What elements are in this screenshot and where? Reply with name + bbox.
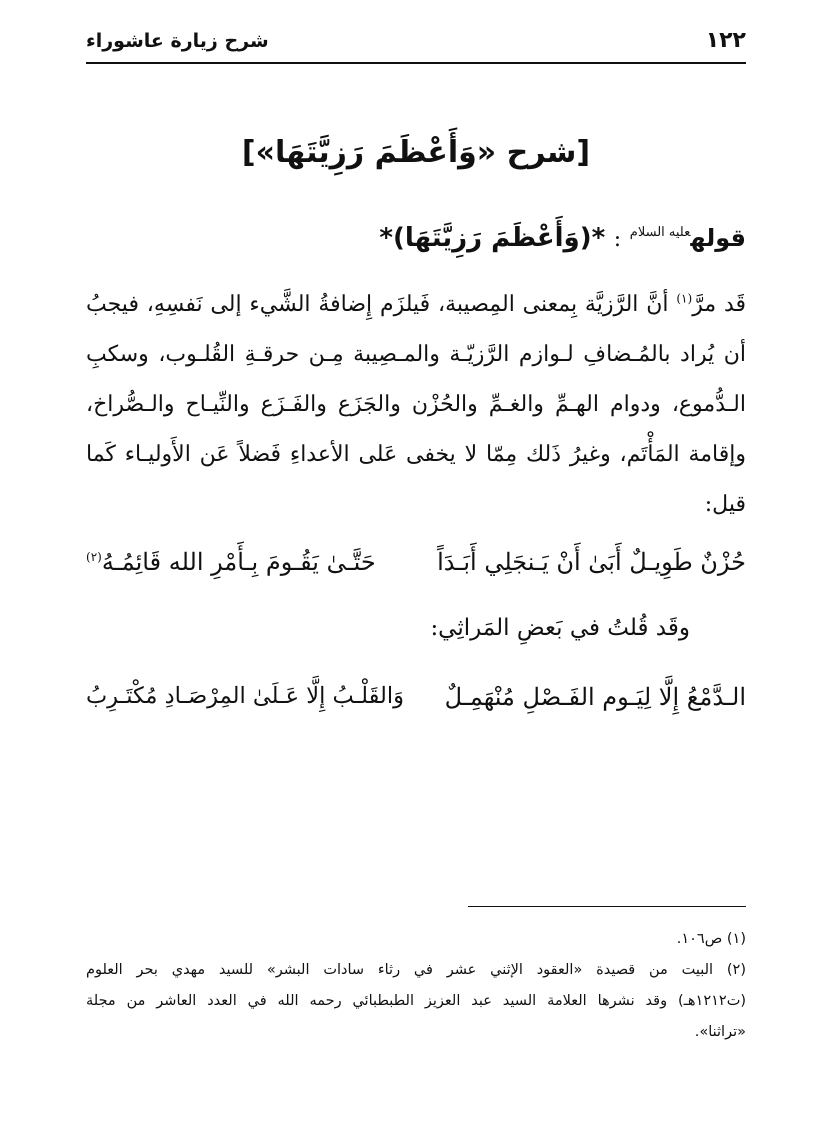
body-paragraph — [86, 280, 746, 530]
verse-1-second-hemistich — [86, 548, 376, 576]
footnote-ref-2: (٢) — [86, 550, 102, 564]
footnote-line: (٢) البيت من قصيدة «العقود الإثني عشر في رثاء سادات البشر» للسيد مهدي بحر العلوم — [86, 962, 746, 978]
page-number: ١٢٢ — [705, 28, 746, 53]
saying-quote: *(وَأَعْظَمَ رَزِيَّتَهَا)* — [379, 223, 606, 253]
section-heading: [شرح «وَأَعْظَمَ رَزِيَّتَهَا»] — [241, 135, 591, 170]
paragraph-line-start: قَد مرَّ — [692, 292, 747, 317]
footnotes — [86, 924, 746, 1048]
paragraph-line: الـدُّموع، ودوام الهـمِّ والغـمِّ والحُزْن والجَزَع والفَـزَع والنِّيـاح والـصُّراخ، — [86, 392, 746, 417]
footnote-line: (١) ص١٠٦. — [676, 931, 746, 947]
paragraph-line: وإقامة المَأْتَم، وغيرُ ذَلك مِمّا لا يخفى عَلى الأعداءِ فَضلاً عَن الأَوليـاء كَما — [86, 442, 746, 467]
verse-2-first-hemistich: الـدَّمْعُ إِلَّا لِيَـوم الفَـصْلِ مُنْهَمِـلٌ — [444, 683, 746, 711]
paragraph-line: قيل: — [704, 492, 746, 517]
footnote-line: (ت١٢١٢هـ) وقد نشرها العلامة السيد عبد العزيز الطبطبائي رحمه الله في العدد العاشر من مجلة — [86, 993, 746, 1009]
verse-1-second-text: حَتَّـىٰ يَقُـومَ بِـأَمْرِ الله قَائِمُـهُ — [101, 548, 376, 576]
poem-verse-2 — [86, 683, 746, 731]
footnote-ref-1: (١) — [676, 291, 693, 306]
verse-2-second-hemistich: وَالقَلْـبُ إِلَّا عَـلَىٰ المِرْصَـادِ مُكْتَـرِبُ — [86, 683, 404, 709]
paragraph-line: أن يُراد بالمُـضافِ لـوازم الرَّزيّـة والمـصِيبة مِـن حرقـةِ القُلـوب، وسكبِ — [86, 342, 746, 367]
honorific-mark: عليه السلام — [629, 225, 691, 240]
footnote-line: «تراثنا». — [694, 1024, 746, 1040]
elegy-intro: وقَد قُلتُ في بَعضِ المَراثِي: — [430, 615, 690, 641]
saying-line — [86, 222, 746, 253]
header-divider — [86, 62, 746, 64]
running-header — [86, 28, 746, 58]
saying-lead: قوله — [690, 224, 746, 252]
footnote-divider — [468, 906, 746, 907]
paragraph-line — [86, 280, 746, 330]
saying-colon: : — [613, 227, 622, 252]
verse-1-first-hemistich: حُزْنٌ طَوِيـلٌ أَبَىٰ أَنْ يَـنجَلِي أَبَـدَاً — [437, 548, 746, 576]
poem-verse-1 — [86, 548, 746, 596]
paragraph-line-rest: أنَّ الرَّزيَّة بِمعنى المِصيبة، فَيلزَم إِضافةُ الشَّيء إلى نَفسِهِ، فيجبُ — [86, 292, 669, 317]
book-title: شرح زيارة عاشوراء — [86, 30, 269, 52]
